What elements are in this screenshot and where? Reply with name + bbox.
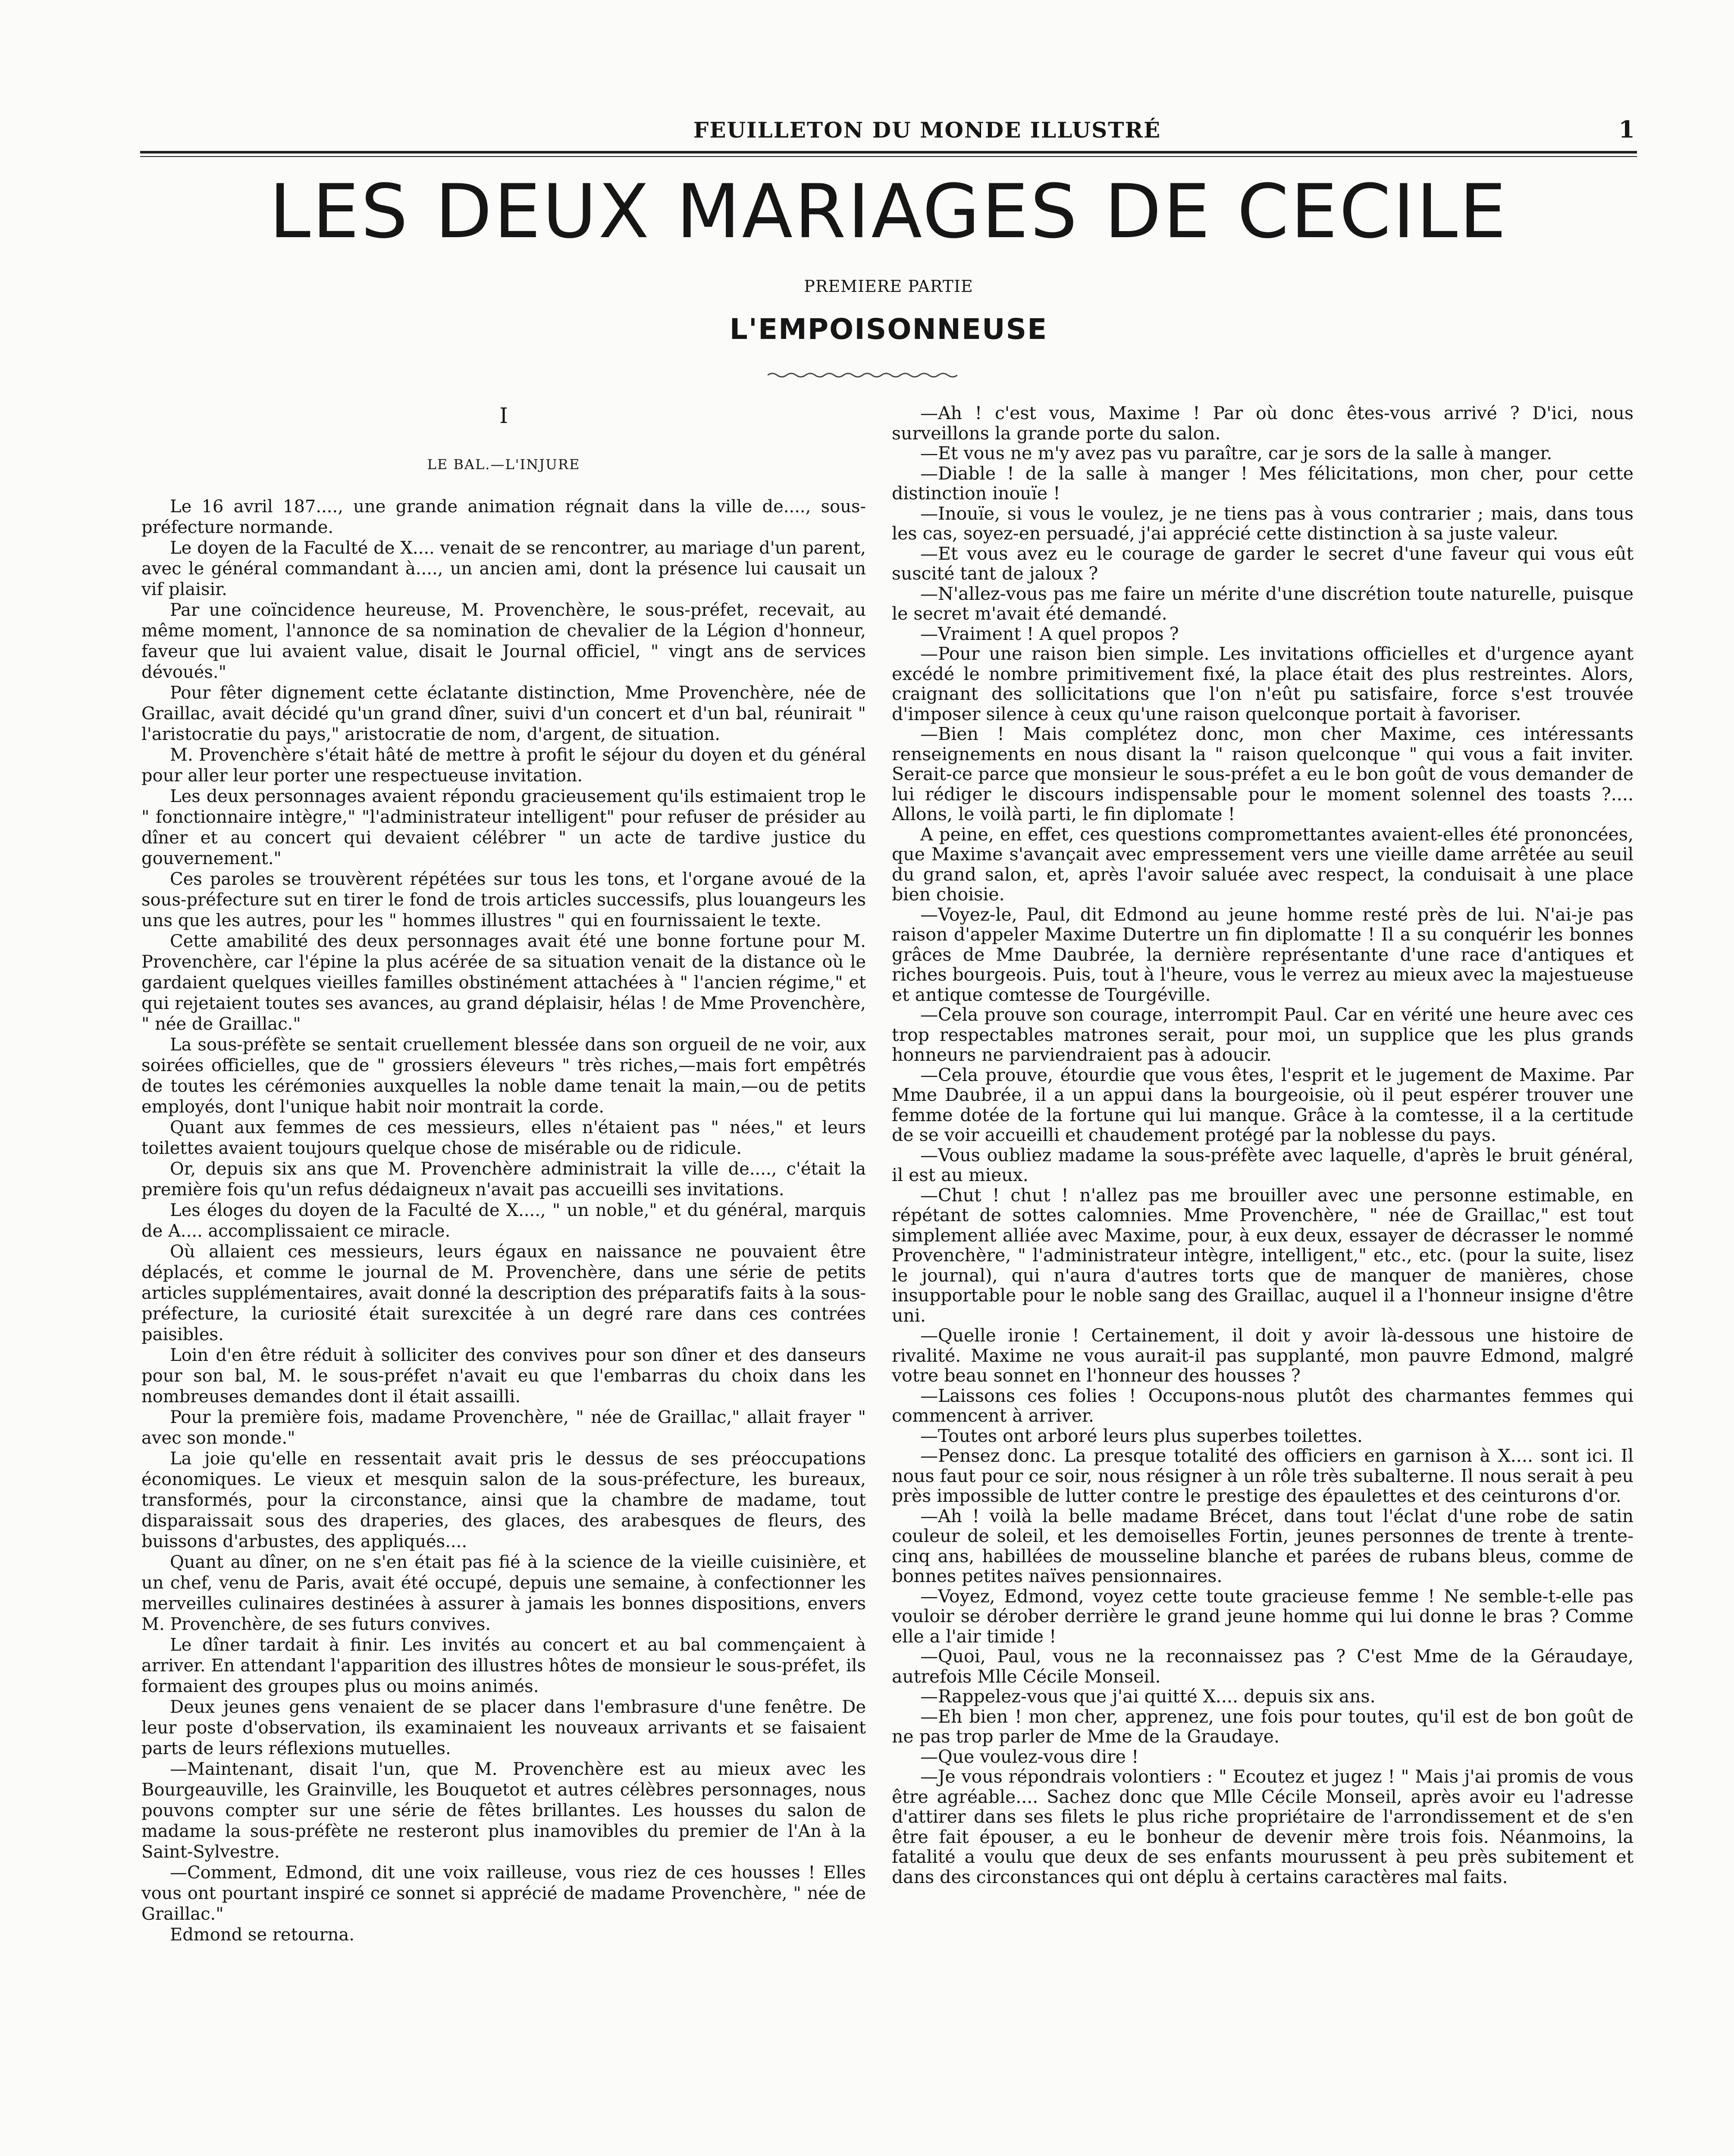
paragraph: Edmond se retourna. [170,1925,354,1945]
paragraph: —Voyez-le, Paul, dit Edmond au jeune homme resté près de lui. N'ai-je pas raison d'appeler Maxime Dutertre un fin diplomatte ! Il a su conquérir les bonnes grâces de Mme Daubrée, la dernière représentante d'une race d'antiques et riches bourgeois. Puis, tout à l'heure, vous le verrez au mieux avec la majestueuse et antique comtesse de Tourgéville. [892,904,1634,1005]
paragraph: Quant au dîner, on ne s'en était pas fié à la science de la vieille cuisinière, et un chef, venu de Paris, avait été occupé, depuis une semaine, à confectionner les merveilles culinaires destinées à assurer à jamais les bonnes dispositions, envers M. Provenchère, de ses futurs convives. [141,1552,866,1634]
paragraph: —Ah ! voilà la belle madame Brécet, dans tout l'éclat d'une robe de satin couleur de soleil, et les demoiselles Fortin, jeunes personnes de trente à trente-cinq ans, habillées de mousseline blanche et parées de rubans bleus, comme de bonnes petites naïves pensionnaires. [892,1505,1634,1586]
paragraph: —Cela prouve, étourdie que vous êtes, l'esprit et le jugement de Maxime. Par Mme Daubrée, il a un appui dans la bourgeoisie, où il peut espérer trouver une femme dotée de la fortune qui lui manque. Grâce à la comtesse, il a la certitude de se voir accueilli et chaudement protégé par la noblesse du pays. [892,1064,1634,1145]
left-column [141,403,866,1945]
paragraph: Pour la première fois, madame Provenchère, " née de Graillac," allait frayer " avec son monde." [141,1407,866,1448]
paragraph: —Vraiment ! A quel propos ? [920,623,1179,644]
page-number: 1 [1618,116,1635,143]
paragraph: M. Provenchère s'était hâté de mettre à profit le séjour du doyen et du général pour aller leur porter une respectueuse invitation. [141,745,866,786]
paragraph: Deux jeunes gens venaient de se placer dans l'embrasure d'une fenêtre. De leur poste d'observation, ils examinaient les nouveaux arrivants et se faisaient parts de leurs réflexions mutuelles. [141,1697,866,1758]
page-title: LES DEUX MARIAGES DE CECILE [269,168,1508,255]
paragraph: A peine, en effet, ces questions compromettantes avaient-elles été prononcées, que Maxime s'avançait avec empressement vers une vieille dame arrêtée au seuil du grand salon, et, après l'avoir saluée avec respect, la conduisait à une place bien choisie. [892,824,1634,905]
paragraph: Par une coïncidence heureuse, M. Provenchère, le sous-préfet, recevait, au même moment, l'annonce de sa nomination de chevalier de la Légion d'honneur, faveur que lui avaient value, disait le Journal officiel, " vingt ans de services dévoués." [141,600,866,682]
paragraph: —Rappelez-vous que j'ai quitté X.... depuis six ans. [920,1686,1376,1707]
paragraph: —Laissons ces folies ! Occupons-nous plutôt des charmantes femmes qui commencent à arriver. [892,1385,1634,1426]
paragraph: —N'allez-vous pas me faire un mérite d'une discrétion toute naturelle, puisque le secret m'avait été demandé. [892,583,1634,624]
part-label: PREMIERE PARTIE [804,277,973,296]
paragraph: Le doyen de la Faculté de X.... venait de se rencontrer, au mariage d'un parent, avec le général commandant à...., un ancien ami, dont la présence lui causait un vif plaisir. [141,538,866,599]
paragraph: Le dîner tardait à finir. Les invités au concert et au bal commençaient à arriver. En attendant l'apparition des illustres hôtes de monsieur le sous-préfet, ils formaient des groupes plus ou moins animés. [141,1635,866,1696]
paragraph: Où allaient ces messieurs, leurs égaux en naissance ne pouvaient être déplacés, et comme le journal de M. Provenchère, dans une série de petits articles supplémentaires, avait donné la description des préparatifs faits à la sous-préfecture, la curiosité était surexcitée à un degré rare dans ces contrées paisibles. [141,1242,866,1344]
paragraph: Le 16 avril 187...., une grande animation régnait dans la ville de...., sous-préfecture normande. [141,497,866,537]
chapter-heading: LE BAL.—L'INJURE [427,456,580,473]
paragraph: —Comment, Edmond, dit une voix railleuse, vous riez de ces housses ! Elles vous ont pourtant inspiré ce sonnet si apprécié de madame Provenchère, " née de Graillac." [141,1863,866,1924]
wavy-divider [768,371,957,379]
paragraph: —Toutes ont arboré leurs plus superbes toilettes. [920,1425,1363,1446]
paragraph: Loin d'en être réduit à solliciter des convives pour son dîner et des danseurs pour son bal, M. le sous-préfet n'avait eu que l'embarras du choix dans les nombreuses demandes dont il était assailli. [141,1345,866,1407]
paragraph: —Quelle ironie ! Certainement, il doit y avoir là-dessous une histoire de rivalité. Maxime ne vous aurait-il pas supplanté, mon pauvre Edmond, malgré votre beau sonnet en l'honneur des housses ? [892,1325,1634,1386]
header-rule-thick [140,151,1637,154]
paragraph: —Quoi, Paul, vous ne la reconnaissez pas ? C'est Mme de la Géraudaye, autrefois Mlle Cécile Monseil. [892,1646,1634,1687]
paragraph: Les éloges du doyen de la Faculté de X...., " un noble," et du général, marquis de A.... accomplissaient ce miracle. [141,1200,866,1241]
paragraph: Ces paroles se trouvèrent répétées sur tous les tons, et l'organe avoué de la sous-préfecture sut en tirer le fond de trois articles successifs, plus louangeurs les uns que les autres, pour les " hommes illustres " qui en fournissaient le texte. [141,869,866,931]
paragraph: —Et vous ne m'y avez pas vu paraître, car je sors de la salle à manger. [920,443,1552,464]
paragraph: La sous-préfète se sentait cruellement blessée dans son orgueil de ne voir, aux soirées officielles, que de " grossiers éleveurs " très riches,—mais fort empêtrés de toutes les cérémonies auxquelles la noble dame tenait la main,—ou de petits employés, dont l'unique habit noir montrait la corde. [141,1035,866,1117]
paragraph: Quant aux femmes de ces messieurs, elles n'étaient pas " nées," et leurs toilettes avaient toujours quelque chose de misérable ou de ridicule. [141,1118,866,1158]
paragraph: —Je vous répondrais volontiers : " Ecoutez et jugez ! " Mais j'ai promis de vous être agréable.... Sachez donc que Mlle Cécile Monseil, après avoir eu l'adresse d'attirer dans ses filets le plus riche propriétaire de l'arrondissement et de s'en être fait épouser, a eu le bonheur de devenir mère trois fois. Néanmoins, la fatalité a voulu que deux de ses enfants mourussent à peu près subitement et dans des circonstances qui ont déplu à certains caractères mal faits. [892,1766,1634,1887]
paragraph: —Vous oubliez madame la sous-préfète avec laquelle, d'après le bruit général, il est au mieux. [892,1144,1634,1185]
paragraph: —Et vous avez eu le courage de garder le secret d'une faveur qui vous eût suscité tant de jaloux ? [892,543,1634,584]
running-title: FEUILLETON DU MONDE ILLUSTRÉ [693,117,1161,143]
paragraph: —Voyez, Edmond, voyez cette toute gracieuse femme ! Ne semble-t-elle pas vouloir se dérober derrière le grand jeune homme qui lui donne le bras ? Comme elle a l'air timide ! [892,1586,1634,1647]
paragraph: Or, depuis six ans que M. Provenchère administrait la ville de...., c'était la première fois qu'un refus dédaigneux n'avait pas accueilli ses invitations. [141,1159,866,1200]
paragraph: —Inouïe, si vous le voulez, je ne tiens pas à vous contrarier ; mais, dans tous les cas, soyez-en persuadé, j'ai apprécié cette distinction à sa juste valeur. [892,503,1634,544]
paragraph: Les deux personnages avaient répondu gracieusement qu'ils estimaient trop le " fonctionnaire intègre," "l'administrateur intelligent" pour refuser de présider au dîner et au concert qui devaient célébrer " un acte de tardive justice du gouvernement." [141,787,866,868]
paragraph: —Cela prouve son courage, interrompit Paul. Car en vérité une heure avec ces trop respectables matrones serait, pour moi, un supplice que les plus grands honneurs ne parviendraient pas à adoucir. [892,1004,1634,1065]
chapter-number: I [499,403,508,428]
paragraph: —Ah ! c'est vous, Maxime ! Par où donc êtes-vous arrivé ? D'ici, nous surveillons la grande porte du salon. [892,403,1634,444]
section-subtitle: L'EMPOISONNEUSE [729,313,1048,346]
paragraph: —Que voulez-vous dire ! [920,1746,1139,1767]
paragraph: —Eh bien ! mon cher, apprenez, une fois pour toutes, qu'il est de bon goût de ne pas trop parler de Mme de la Graudaye. [892,1706,1634,1747]
paragraph: —Pour une raison bien simple. Les invitations officielles et d'urgence ayant excédé le nombre primitivement fixé, la place était des plus restreintes. Alors, craignant des sollicitations que l'on n'eût pu satisfaire, force s'est trouvée d'imposer silence à ceux qu'une raison quelconque portait à favoriser. [892,643,1634,724]
paragraph: —Diable ! de la salle à manger ! Mes félicitations, mon cher, pour cette distinction inouïe ! [892,463,1634,504]
header-rule-thin [140,156,1637,157]
paragraph: La joie qu'elle en ressentait avait pris le dessus de ses préoccupations économiques. Le vieux et mesquin salon de la sous-préfecture, les bureaux, transformés, pour la circonstance, ainsi que la chambre de madame, tout disparaissait sous des draperies, des glaces, des arabesques de fleurs, des buissons d'arbustes, des appliqués.... [141,1449,866,1551]
paragraph: —Chut ! chut ! n'allez pas me brouiller avec une personne estimable, en répétant de sottes calomnies. Mme Provenchère, " née de Graillac," est tout simplement alliée avec Maxime, pour, à eux deux, essayer de décrasser le nommé Provenchère, " l'administrateur intègre, intelligent," etc., etc. (pour la suite, lisez le journal), qui n'aura d'autres torts que de manquer de manières, chose insupportable pour le noble sang des Graillac, auquel il a l'honneur insigne d'être uni. [892,1185,1634,1326]
paragraph: Pour fêter dignement cette éclatante distinction, Mme Provenchère, née de Graillac, avait décidé qu'un grand dîner, suivi d'un concert et d'un bal, réunirait " l'aristocratie du pays," aristocratie de nom, d'argent, de situation. [141,683,866,744]
paragraph: Cette amabilité des deux personnages avait été une bonne fortune pour M. Provenchère, car l'épine la plus acérée de sa situation venait de la distance où le gardaient quelques vieilles familles obstinément attachées à " l'ancien régime," et qui rejetaient toutes ses avances, au grand déplaisir, hélas ! de Mme Provenchère, " née de Graillac." [141,931,866,1034]
paragraph: —Bien ! Mais complétez donc, mon cher Maxime, ces intéressants renseignements en nous disant la " raison quelconque " qui vous a fait inviter. Serait-ce parce que monsieur le sous-préfet a eu le bon goût de vous demander de lui rédiger le discours indispensable pour le moment solennel des toasts ?.... Allons, le voilà parti, le fin diplomate ! [892,724,1634,824]
paragraph: —Pensez donc. La presque totalité des officiers en garnison à X.... sont ici. Il nous faut pour ce soir, nous résigner à un rôle très subalterne. Il nous serait à peu près impossible de lutter contre le prestige des épaulettes et des ceinturons d'or. [892,1445,1634,1506]
paragraph: —Maintenant, disait l'un, que M. Provenchère est au mieux avec les Bourgeauville, les Grainville, les Bouquetot et autres célèbres personnages, nous pouvons compter sur une série de fêtes brillantes. Les housses du salon de madame la sous-préfète ne resteront plus inamovibles du premier de l'An à la Saint-Sylvestre. [141,1759,866,1862]
right-column [892,403,1634,1887]
